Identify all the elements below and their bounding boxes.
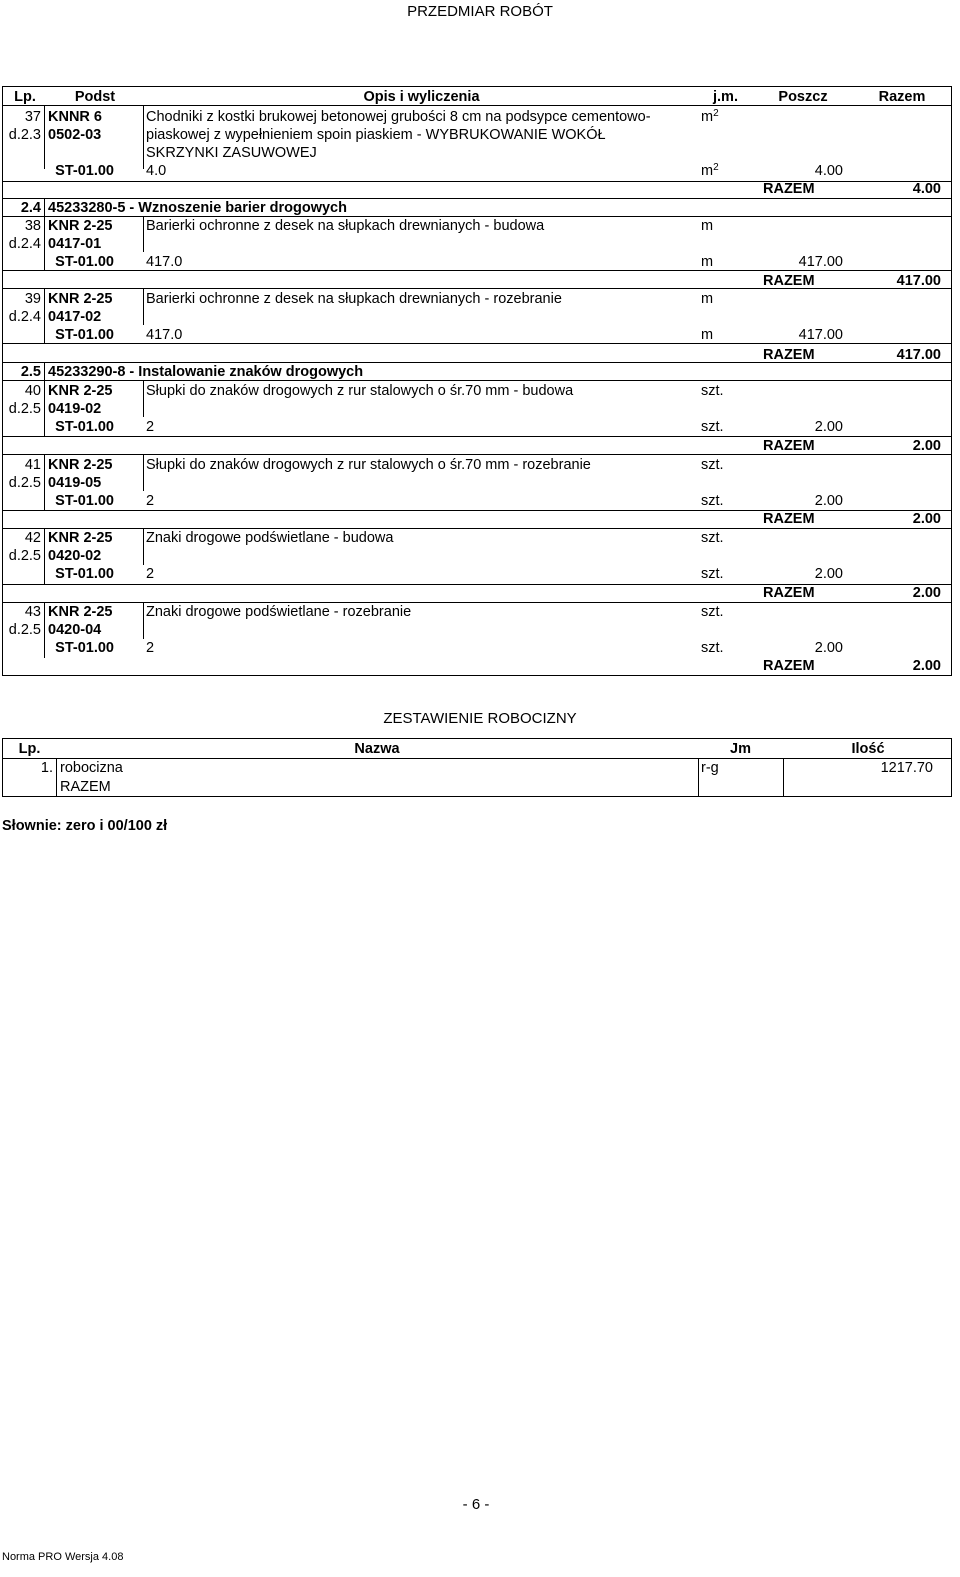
page-number: - 6 - — [462, 1496, 490, 1513]
col-divider — [44, 362, 45, 380]
position-base: KNNR 6 — [48, 109, 102, 125]
position-base-number: 0420-02 — [48, 548, 102, 564]
summary-header-qty: Ilość — [851, 741, 885, 757]
position-base: KNR 2-25 — [48, 291, 113, 307]
total-value: 417.00 — [896, 273, 941, 289]
calc-label: ST-01.00 — [55, 254, 114, 270]
position-description: Słupki do znaków drogowych z rur stalowych o śr.70 mm - budowa — [146, 383, 574, 399]
calc-expression: 4.0 — [146, 163, 167, 179]
position-base-number: 0419-05 — [48, 475, 102, 491]
page-title: PRZEDMIAR ROBÓT — [407, 3, 553, 20]
col-divider — [44, 105, 45, 169]
header-podst: Podst — [74, 89, 116, 105]
row-divider — [3, 288, 951, 289]
row-divider — [3, 758, 951, 759]
row-divider — [3, 270, 951, 271]
position-description: Znaki drogowe podświetlane - rozebranie — [146, 604, 412, 620]
summary-row-qty: 1217.70 — [880, 760, 933, 776]
row-divider — [3, 216, 951, 217]
col-divider — [698, 758, 699, 797]
calc-expression: 2 — [146, 566, 155, 582]
summary-row-unit: r-g — [701, 760, 719, 776]
position-description: Znaki drogowe podświetlane - budowa — [146, 530, 394, 546]
header-jm: j.m. — [713, 89, 738, 105]
section-number: 2.5 — [20, 364, 41, 380]
col-divider — [143, 454, 144, 491]
total-label: RAZEM — [763, 511, 815, 527]
calc-expression: 2 — [146, 419, 155, 435]
col-divider — [143, 216, 144, 252]
position-base: KNR 2-25 — [48, 383, 113, 399]
calc-value: 4.00 — [814, 163, 843, 179]
summary-header-lp: Lp. — [18, 741, 41, 757]
total-label: RAZEM — [763, 585, 815, 601]
position-lp: 40 — [24, 383, 41, 399]
calc-label: ST-01.00 — [55, 163, 114, 179]
position-description: Słupki do znaków drogowych z rur stalowych o śr.70 mm - rozebranie — [146, 457, 591, 473]
summary-title: ZESTAWIENIE ROBOCIZNY — [383, 710, 577, 727]
col-divider — [143, 105, 144, 169]
calc-value: 2.00 — [814, 493, 843, 509]
calc-value: 417.00 — [798, 254, 843, 270]
software-version: Norma PRO Wersja 4.08 — [2, 1551, 124, 1563]
position-description: Chodniki z kostki brukowej betonowej grubości 8 cm na podsypce cementowo- — [146, 109, 651, 125]
position-code: d.2.5 — [8, 622, 41, 638]
position-base-number: 0417-02 — [48, 309, 102, 325]
position-lp: 37 — [24, 109, 41, 125]
position-base: KNR 2-25 — [48, 604, 113, 620]
calc-label: ST-01.00 — [55, 327, 114, 343]
col-divider — [56, 758, 57, 797]
calc-value: 417.00 — [798, 327, 843, 343]
position-description: piaskowej z wypełnieniem spoin piaskiem - WYBRUKOWANIE WOKÓŁ — [146, 127, 606, 143]
row-divider — [3, 602, 951, 603]
position-description: SKRZYNKI ZASUWOWEJ — [146, 145, 317, 161]
total-label: RAZEM — [763, 347, 815, 363]
calc-expression: 417.0 — [146, 254, 183, 270]
position-base-number: 0417-01 — [48, 236, 102, 252]
calc-unit: szt. — [701, 640, 724, 656]
col-divider — [44, 198, 45, 216]
col-divider — [143, 528, 144, 565]
position-base: KNR 2-25 — [48, 218, 113, 234]
row-divider — [3, 436, 951, 437]
position-base: KNR 2-25 — [48, 530, 113, 546]
position-lp: 38 — [24, 218, 41, 234]
position-code: d.2.3 — [8, 127, 41, 143]
calc-expression: 2 — [146, 493, 155, 509]
total-label: RAZEM — [763, 181, 815, 197]
total-value: 2.00 — [912, 658, 941, 674]
row-divider — [3, 362, 951, 363]
total-label: RAZEM — [763, 658, 815, 674]
total-value: 2.00 — [912, 585, 941, 601]
position-unit: szt. — [701, 530, 724, 546]
row-divider — [3, 380, 951, 381]
row-divider — [3, 528, 951, 529]
cost-estimate-table — [2, 86, 952, 676]
position-code: d.2.4 — [8, 309, 41, 325]
position-unit: szt. — [701, 604, 724, 620]
total-label: RAZEM — [763, 438, 815, 454]
labor-summary-table — [2, 738, 952, 797]
position-unit: szt. — [701, 383, 724, 399]
col-divider — [143, 380, 144, 417]
position-description: Barierki ochronne z desek na słupkach drewnianych - rozebranie — [146, 291, 562, 307]
total-value: 4.00 — [912, 181, 941, 197]
calc-unit: m — [701, 327, 714, 343]
summary-header-unit: Jm — [730, 741, 751, 757]
calc-label: ST-01.00 — [55, 493, 114, 509]
position-description: Barierki ochronne z desek na słupkach drewnianych - budowa — [146, 218, 545, 234]
section-title: 45233280-5 - Wznoszenie barier drogowych — [48, 200, 347, 216]
header-lp: Lp. — [14, 89, 36, 105]
summary-row-name: robocizna — [60, 760, 123, 776]
position-lp: 43 — [24, 604, 41, 620]
calc-unit: szt. — [701, 566, 724, 582]
total-value: 2.00 — [912, 438, 941, 454]
calc-unit: szt. — [701, 493, 724, 509]
calc-value: 2.00 — [814, 640, 843, 656]
position-code: d.2.4 — [8, 236, 41, 252]
position-base-number: 0419-02 — [48, 401, 102, 417]
calc-expression: 2 — [146, 640, 155, 656]
header-poszcz: Poszcz — [778, 89, 828, 105]
calc-expression: 417.0 — [146, 327, 183, 343]
row-divider — [3, 198, 951, 199]
position-code: d.2.5 — [8, 475, 41, 491]
header-razem: Razem — [878, 89, 926, 105]
calc-unit: m — [701, 254, 714, 270]
section-number: 2.4 — [20, 200, 41, 216]
position-lp: 41 — [24, 457, 41, 473]
calc-unit: szt. — [701, 419, 724, 435]
calc-label: ST-01.00 — [55, 640, 114, 656]
position-base: KNR 2-25 — [48, 457, 113, 473]
calc-unit: $m^2$ — [701, 162, 719, 179]
total-value: 417.00 — [896, 347, 941, 363]
position-unit: $m^2$ — [701, 108, 719, 125]
calc-value: 2.00 — [814, 419, 843, 435]
calc-label: ST-01.00 — [55, 566, 114, 582]
position-unit: m — [701, 291, 714, 307]
summary-header-name: Nazwa — [354, 741, 400, 757]
position-unit: szt. — [701, 457, 724, 473]
col-divider — [143, 288, 144, 325]
position-base-number: 0420-04 — [48, 622, 102, 638]
col-divider — [143, 602, 144, 639]
summary-row-lp: 1. — [40, 760, 53, 776]
position-code: d.2.5 — [8, 401, 41, 417]
total-label: RAZEM — [763, 273, 815, 289]
row-divider — [3, 343, 951, 344]
calc-label: ST-01.00 — [55, 419, 114, 435]
summary-total-label: RAZEM — [60, 779, 111, 795]
section-title: 45233290-8 - Instalowanie znaków drogowych — [48, 364, 364, 380]
header-divider — [3, 105, 951, 106]
position-base-number: 0502-03 — [48, 127, 102, 143]
header-opis: Opis i wyliczenia — [363, 89, 480, 105]
position-lp: 42 — [24, 530, 41, 546]
amount-in-words: Słownie: zero i 00/100 zł — [2, 818, 168, 834]
position-lp: 39 — [24, 291, 41, 307]
calc-value: 2.00 — [814, 566, 843, 582]
position-code: d.2.5 — [8, 548, 41, 564]
total-value: 2.00 — [912, 511, 941, 527]
position-unit: m — [701, 218, 714, 234]
row-divider — [3, 454, 951, 455]
